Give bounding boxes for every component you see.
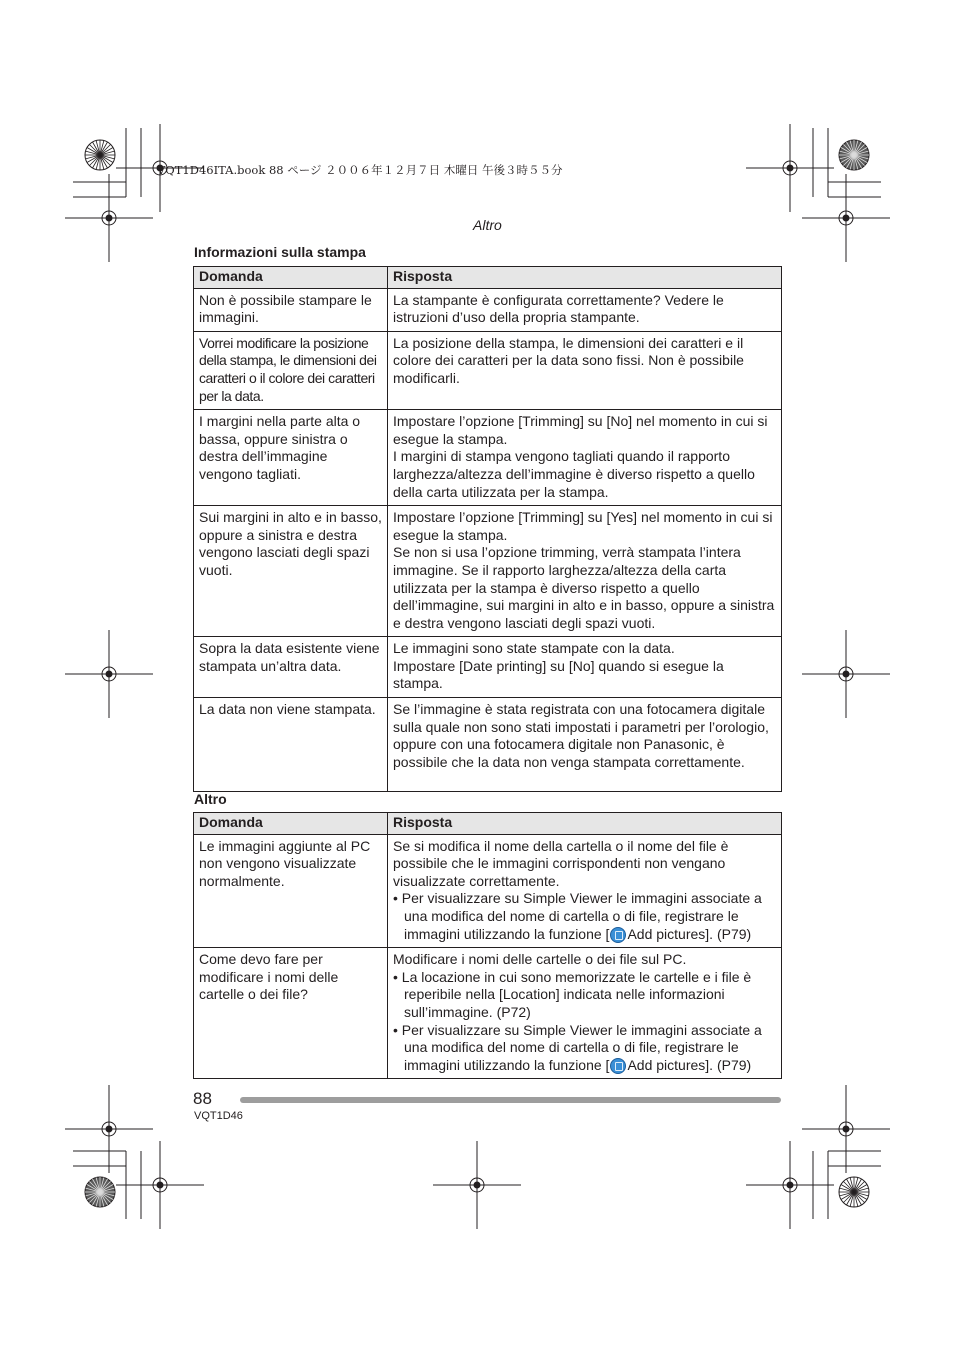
- answer-paragraph: Modificare i nomi delle cartelle o dei file sul PC.: [393, 951, 687, 968]
- registration-crosshair: [433, 1141, 521, 1229]
- answer-cell: La stampante è configurata correttamente? Vedere le istruzioni d’uso della propria stampante.: [388, 288, 782, 331]
- table-row: [194, 410, 782, 506]
- registration-crosshair: [802, 174, 890, 262]
- answer-paragraph: Impostare l’opzione [Trimming] su [No] nel momento in cui si esegue la stampa.: [393, 413, 768, 447]
- registration-crosshair: [65, 1085, 153, 1173]
- registration-starburst: [85, 140, 115, 170]
- question-cell: Sui margini in alto e in basso, oppure a sinistra e destra vengono lasciati degli spazi vuoti.: [194, 506, 388, 637]
- registration-crosshair: [746, 124, 834, 212]
- answer-paragraph: I margini di stampa vengono tagliati quando il rapporto larghezza/altezza dell’immagine è diverso rispetto a quello della carta utilizzata per la stampa.: [393, 448, 755, 500]
- bullet-item: • La locazione in cui sono memorizzate le cartelle e i file è reperibile nella [Location] indicata nelle informazioni sull’immagine. (P72): [393, 968, 752, 1020]
- question-cell: I margini nella parte alta o bassa, oppure sinistra o destra dell’immagine vengono tagliati.: [194, 410, 388, 506]
- column-header-answer: Risposta: [388, 813, 782, 835]
- answer-paragraph: Impostare l’opzione [Trimming] su [Yes] nel momento in cui si esegue la stampa.: [393, 509, 773, 543]
- table-row: [194, 288, 782, 331]
- column-header-question: Domanda: [194, 813, 388, 835]
- column-header-answer: Risposta: [388, 267, 782, 289]
- add-pictures-icon: [610, 1058, 626, 1074]
- question-text: Vorrei modificare la posizione della stampa, le dimensioni dei caratteri o il colore dei caratteri per la data.: [199, 334, 377, 404]
- registration-crosshair: [802, 630, 890, 718]
- question-cell: Le immagini aggiunte al PC non vengono visualizzate normalmente.: [194, 834, 388, 948]
- registration-crosshair: [65, 174, 153, 262]
- section-title-print: Informazioni sulla stampa: [194, 244, 366, 260]
- registration-starburst: [839, 1177, 869, 1207]
- print-faq-table: [193, 266, 782, 792]
- question-cell: Sopra la data esistente viene stampata un’altra data.: [194, 637, 388, 698]
- question-cell: La data non viene stampata.: [194, 698, 388, 792]
- answer-cell: La posizione della stampa, le dimensioni dei caratteri e il colore dei caratteri per la data sono fissi. Non è possibile modificarli.: [388, 331, 782, 409]
- footer-rule: [240, 1097, 781, 1103]
- table-header-row: [194, 813, 782, 835]
- question-cell: Come devo fare per modificare i nomi delle cartelle o dei file?: [194, 948, 388, 1079]
- table-row: [194, 331, 782, 409]
- column-header-question: Domanda: [194, 267, 388, 289]
- registration-crosshair: [65, 630, 153, 718]
- model-code: VQT1D46: [194, 1110, 243, 1122]
- answer-cell: [388, 834, 782, 948]
- bullet-item: • Per visualizzare su Simple Viewer le immagini associate a una modifica del nome di cartella o di file, registrare le immagini utilizzando la funzione [ Add pictures]. (P79): [393, 890, 762, 942]
- registration-starburst: [85, 1177, 115, 1207]
- print-header-line: VQT1D46ITA.book 88 ページ ２００６年１２月７日 木曜日 午後３時５５分: [157, 163, 563, 177]
- answer-cell: [388, 637, 782, 698]
- table-row: [194, 506, 782, 637]
- other-faq-table: [193, 812, 782, 1079]
- bullet-item: • Per visualizzare su Simple Viewer le immagini associate a una modifica del nome di cartella o di file, registrare le immagini utilizzando la funzione [ Add pictures]. (P79): [393, 1021, 762, 1073]
- answer-paragraph: Se non si usa l’opzione trimming, verrà stampata l’intera immagine. Se il rapporto larghezza/altezza della carta utilizzata per la stampa è diverso rispetto a quello dell’immagine, sui margini in alto e in basso, oppure a sinistra e destra vengono lasciati degli spazi vuoti.: [393, 544, 775, 631]
- registration-crosshair: [116, 1141, 204, 1229]
- table-row: [194, 698, 782, 792]
- answer-paragraph: Se si modifica il nome della cartella o il nome del file è possibile che le immagini corrispondenti non vengano visualizzate correttamente.: [393, 837, 729, 889]
- question-cell: [194, 331, 388, 409]
- answer-paragraph: Impostare [Date printing] su [No] quando si esegue la stampa.: [393, 657, 724, 692]
- answer-cell: [388, 948, 782, 1079]
- question-cell: Non è possibile stampare le immagini.: [194, 288, 388, 331]
- table-row: [194, 948, 782, 1079]
- registration-crosshair: [802, 1085, 890, 1173]
- table-row: [194, 637, 782, 698]
- answer-paragraph: Le immagini sono state stampate con la data.: [393, 640, 675, 657]
- section-title-other: Altro: [194, 791, 227, 807]
- answer-cell: [388, 506, 782, 637]
- table-header-row: [194, 267, 782, 289]
- registration-starburst: [839, 140, 869, 170]
- answer-cell: Se l’immagine è stata registrata con una fotocamera digitale sulla quale non sono stati impostati i parametri per l’orologio, oppure con una fotocamera digitale non Panasonic, è possibile che la data non venga stampata correttamente.: [388, 698, 782, 792]
- table-row: [194, 834, 782, 948]
- registration-crosshair: [746, 1141, 834, 1229]
- page-number: 88: [193, 1089, 212, 1108]
- running-head: Altro: [473, 217, 502, 233]
- answer-cell: [388, 410, 782, 506]
- add-pictures-icon: [610, 927, 626, 943]
